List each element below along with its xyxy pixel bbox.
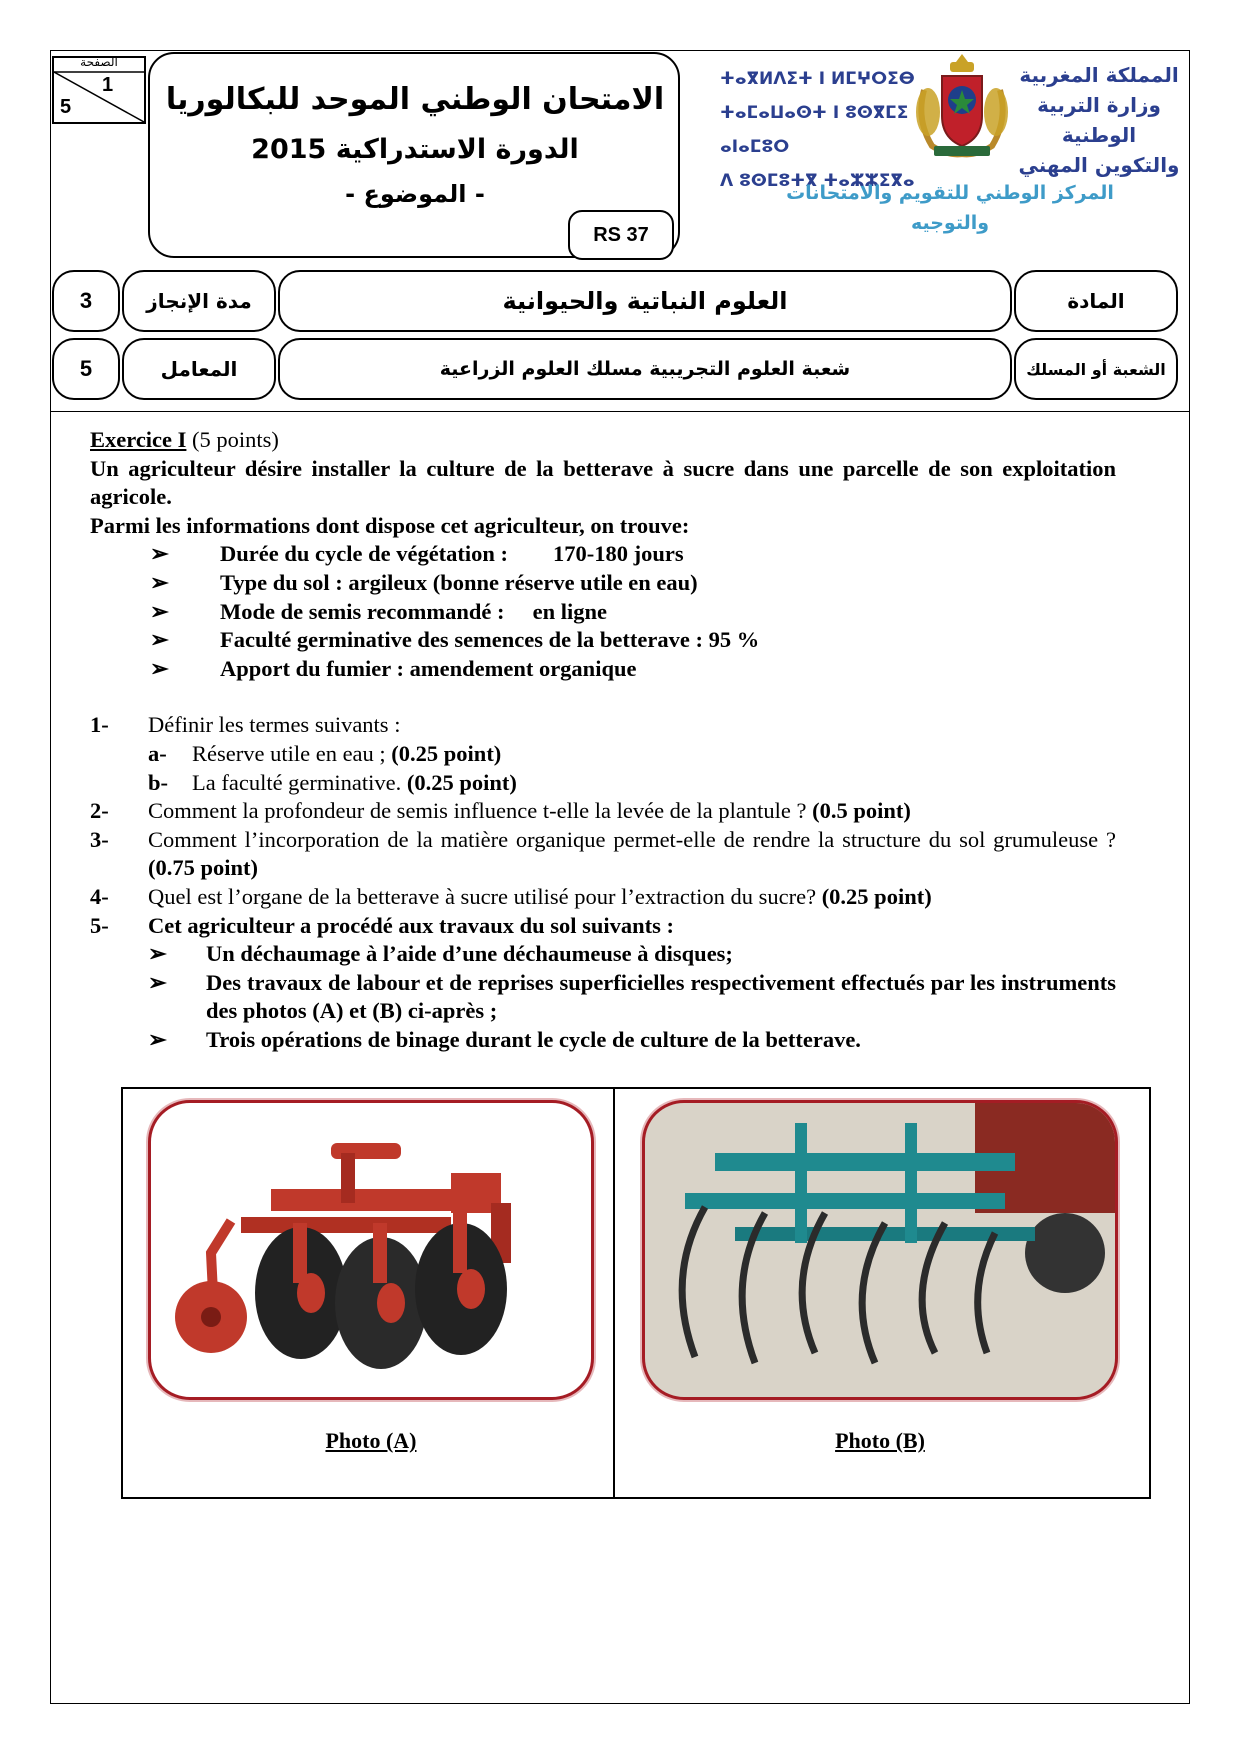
list-item: [150, 598, 1116, 627]
bullet-icon: ➢: [150, 627, 169, 653]
list-item: [148, 969, 1145, 1026]
kingdom-text: [1014, 60, 1184, 180]
subquestion-text: Réserve utile en eau ;: [192, 740, 392, 766]
question-1b: [90, 769, 1116, 798]
subquestion-text: La faculté germinative.: [192, 769, 407, 795]
question-1: [90, 711, 1116, 740]
coefficient-label-box: [122, 338, 276, 400]
soil-work-text: Trois opérations de binage durant le cycle de culture de la betterave.: [206, 1026, 861, 1052]
question-2: [90, 797, 1116, 826]
info-list: [90, 540, 1116, 683]
soil-work-text: Des travaux de labour et de reprises superficielles respectivement effectués par les instruments des photos (A) et (B) ci-après ;: [206, 969, 1145, 1024]
coefficient-label: المعامل: [160, 357, 238, 381]
tifinagh-line: ⵜⴰⴳⵍⴷⵉⵜ ⵏ ⵍⵎⵖⵔⵉⴱ: [720, 69, 915, 89]
info-item-text: Apport du fumier : amendement organique: [220, 655, 637, 681]
list-item: [148, 940, 1116, 969]
exercise-body: [90, 426, 1145, 1054]
center-line: والتوجيه: [910, 212, 990, 234]
soil-work-list: [90, 940, 1145, 1054]
question-text: Quel est l’organe de la betterave à sucre utilisé pour l’extraction du sucre?: [148, 883, 822, 909]
question-number: 3-: [90, 826, 109, 852]
exam-subject-label: - الموضوع -: [345, 180, 485, 208]
subquestion-label: a-: [148, 740, 167, 766]
bullet-icon: ➢: [150, 569, 169, 595]
ministry-line: والتكوين المهني: [1018, 153, 1180, 177]
subject-name: العلوم النباتية والحيوانية: [502, 287, 788, 315]
duration-value: 3: [79, 288, 93, 313]
subquestion-points: (0.25 point): [391, 740, 502, 766]
question-number: 4-: [90, 883, 109, 909]
info-intro: Parmi les informations dont dispose cet agriculteur, on trouve:: [90, 512, 690, 538]
coat-of-arms-logo: [910, 50, 1014, 160]
question-text-block: [148, 826, 1116, 883]
question-points: (0.5 point): [812, 798, 911, 824]
question-1a: [90, 740, 1116, 769]
bullet-icon: ➢: [150, 598, 169, 624]
info-item-text: Mode de semis recommandé : en ligne: [220, 598, 608, 624]
question-number: 2-: [90, 798, 109, 824]
info-item-text: Type du sol : argileux (bonne réserve utile en eau): [220, 569, 698, 595]
photo-a: [148, 1100, 594, 1400]
photo-b: [642, 1100, 1118, 1400]
question-text: Comment la profondeur de semis influence t-elle la levée de la plantule ?: [148, 798, 813, 824]
photos-divider: [613, 1089, 615, 1497]
subject-label-box: [1014, 270, 1178, 332]
cultivator-illustration: [645, 1103, 1115, 1397]
assessment-center: [780, 178, 1120, 238]
page-number-box: [52, 56, 146, 124]
subject-box: [278, 270, 1012, 332]
exercise-heading: [90, 426, 1116, 455]
duration-value-box: [52, 270, 120, 332]
coefficient-value: 5: [79, 356, 93, 381]
exam-code-box: [568, 210, 674, 260]
disc-plough-illustration: [151, 1103, 591, 1397]
question-points: (0.75 point): [148, 855, 259, 881]
branch-label: الشعبة أو المسلك: [1026, 359, 1166, 379]
subquestion-label: b-: [148, 769, 169, 795]
question-text: Cet agriculteur a procédé aux travaux du sol suivants :: [148, 912, 675, 938]
info-item-text: Faculté germinative des semences de la betterave : 95 %: [220, 627, 760, 653]
question-text: Définir les termes suivants :: [148, 712, 401, 738]
page-current: 1: [102, 74, 114, 96]
subquestion-points: (0.25 point): [406, 769, 517, 795]
question-points: (0.25 point): [821, 883, 932, 909]
coefficient-value-box: [52, 338, 120, 400]
question-3: [90, 826, 1116, 883]
list-item: [150, 626, 1116, 655]
duration-label: مدة الإنجاز: [146, 289, 252, 313]
exercise-points: (5 points): [186, 427, 279, 452]
soil-work-text: Un déchaumage à l’aide d’une déchaumeuse à disques;: [206, 941, 733, 967]
bullet-icon: ➢: [148, 1026, 167, 1052]
question-4: [90, 883, 1116, 912]
bullet-icon: ➢: [150, 655, 169, 681]
bullet-icon: ➢: [150, 541, 169, 567]
list-item: [150, 655, 1116, 684]
branch-box: [278, 338, 1012, 400]
list-item: [150, 540, 1116, 569]
list-item: [148, 1026, 1116, 1055]
photo-b-caption: Photo (B): [835, 1428, 925, 1453]
tifinagh-line: ⴷ ⵓⵙⵎⵓⵜⴳ ⵜⴰⵣⵣⵉⴳⴰ: [720, 171, 915, 191]
tifinagh-line: ⵜⴰⵎⴰⵡⴰⵙⵜ ⵏ ⵓⵙⴳⵎⵉ ⴰⵏⴰⵎⵓⵔ: [720, 103, 909, 157]
list-item: [150, 569, 1116, 598]
exercise-title: Exercice I: [90, 427, 187, 452]
header-divider: [50, 411, 1190, 412]
ministry-line: وزارة التربية الوطنية: [1037, 93, 1161, 147]
subject-label: المادة: [1067, 289, 1125, 313]
photo-a-caption: Photo (A): [325, 1428, 417, 1453]
branch-label-box: [1014, 338, 1178, 400]
bullet-icon: ➢: [148, 941, 167, 967]
page-label: الصفحة: [80, 55, 118, 69]
info-item-text: Durée du cycle de végétation : 170-180 jours: [220, 541, 684, 567]
exam-code: RS 37: [593, 223, 649, 246]
branch-name: شعبة العلوم التجريبية مسلك العلوم الزراعية: [439, 358, 851, 380]
question-5: [90, 912, 1116, 941]
duration-label-box: [122, 270, 276, 332]
kingdom-line: المملكة المغربية: [1019, 63, 1179, 87]
exercise-intro: Un agriculteur désire installer la culture de la betterave à sucre dans une parcelle de son exploitation agricole.: [90, 455, 1116, 510]
question-number: 1-: [90, 712, 109, 738]
center-line: المركز الوطني للتقويم والامتحانات: [786, 182, 1114, 204]
exam-title: الامتحان الوطني الموحد للبكالوريا: [165, 82, 665, 117]
page-total: 5: [60, 96, 72, 118]
exam-session: الدورة الاستدراكية 2015: [251, 134, 579, 165]
question-number: 5-: [90, 912, 109, 938]
question-text: Comment l’incorporation de la matière organique permet-elle de rendre la structure du sol grumuleuse ?: [148, 826, 1116, 852]
bullet-icon: ➢: [148, 969, 167, 995]
